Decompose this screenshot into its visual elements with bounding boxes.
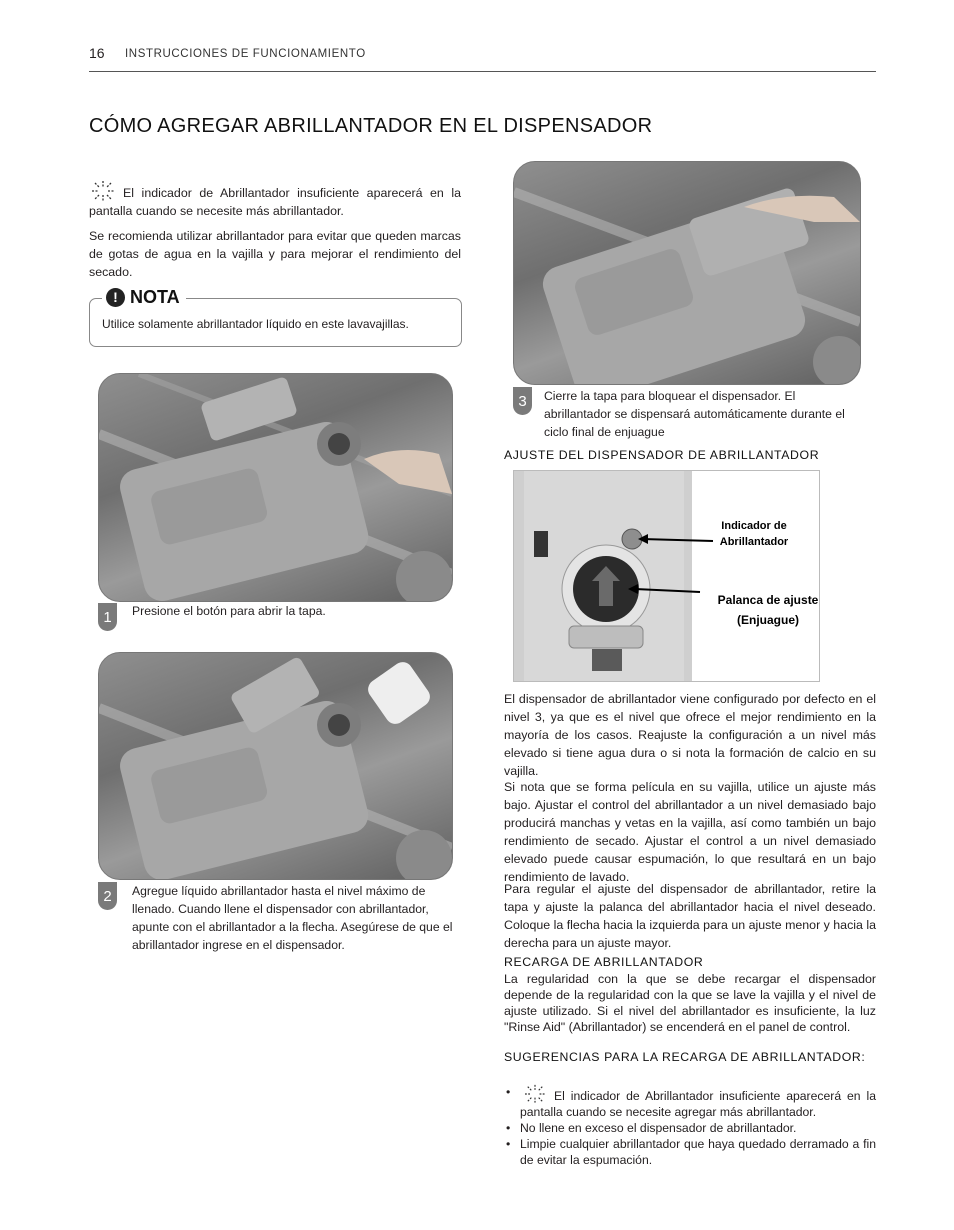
tips-item: • Limpie cualquier abrillantador que haya quedado derramado a fin de evitar la espumación. [504,1136,876,1168]
tips-item [504,1084,876,1120]
step-2-text: Agregue líquido abrillantador hasta el nivel máximo de llenado. Cuando llene el dispensador con abrillantador, apunte con el abrillantador a la flecha. Asegúrese de que el abrillantador ingrese en el dispensador. [132,884,453,952]
page-title: CÓMO AGREGAR ABRILLANTADOR EN EL DISPENSADOR [89,115,653,137]
adjust-heading: AJUSTE DEL DISPENSADOR DE ABRILLANTADOR [504,448,820,462]
step-2-number: 2 [98,882,117,910]
step-1-photo [98,373,453,602]
tips-heading: SUGERENCIAS PARA LA RECARGA DE ABRILLANTADOR: [504,1050,866,1064]
step-3-photo [513,161,861,385]
refill-heading: RECARGA DE ABRILLANTADOR [504,955,704,969]
callout-lever: Palanca de ajuste (Enjuague) [717,593,819,627]
page-number: 16 [89,45,105,61]
refill-text: La regularidad con la que se debe recargar el dispensador depende de la regularidad con la que se lave la vajilla y el nivel de ajuste utilizado. Si el nivel del abrillantador es insuficiente, la luz "Rinse Aid" (Abrillantador) se encenderá en el panel de control. [504,972,876,1034]
adjust-paragraph-2: Si nota que se forma película en su vajilla, utilice un ajuste más bajo. Ajustar el control del abrillantador a un nivel demasiado bajo producirá manchas y vetas en la vajilla, así como también un bajo rendimiento de secado. Ajustar el control a un nivel demasiado elevado puede causar espumación, lo que resultará en un bajo rendimiento de lavado. [504,780,876,884]
rinse-aid-indicator-icon [89,180,117,202]
note-text: Utilice solamente abrillantador líquido en este lavavajillas. [102,317,409,331]
header-divider [89,71,876,72]
note-label: NOTA [130,287,180,307]
warning-icon: ! [106,288,125,307]
adjust-diagram [513,470,820,682]
callout-indicator: Indicador de Abrillantador [719,520,789,548]
tips-item: • No llene en exceso el dispensador de abrillantador. [504,1120,876,1136]
step-3-text: Cierre la tapa para bloquear el dispensador. El abrillantador se dispensará automáticamente durante el ciclo final de enjuague [544,389,845,439]
note-header [102,287,186,308]
adjust-paragraph-1: El dispensador de abrillantador viene configurado por defecto en el nivel 3, ya que es el nivel que ofrece el mejor rendimiento en la mayoría de los casos. Reajuste la configuración a un nivel más elevado si tiene agua dura o si nota la formación de calcio en su vajilla. [504,692,876,778]
step-1-number: 1 [98,603,117,631]
tips-list [504,1084,876,1168]
step-2-photo [98,652,453,880]
step-3-number: 3 [513,387,532,415]
intro-indicator-paragraph [89,180,461,220]
note-box [89,287,462,347]
adjust-paragraph-3: Para regular el ajuste del dispensador de abrillantador, retire la tapa y ajuste la palanca del abrillantador hacia el nivel deseado. Coloque la flecha hacia la izquierda para un ajuste menor y hacia la derecha para un ajuste mayor. [504,882,876,950]
step-1-text: Presione el botón para abrir la tapa. [132,604,326,618]
rinse-aid-indicator-icon [520,1084,550,1104]
tips-item-text: El indicador de Abrillantador insuficiente aparecerá en la pantalla cuando se necesite agregar más abrillantador. [520,1089,876,1119]
section-title: INSTRUCCIONES DE FUNCIONAMIENTO [125,48,366,60]
intro-recommendation: Se recomienda utilizar abrillantador para evitar que queden marcas de gotas de agua en la vajilla y para mejorar el rendimiento del secado. [89,229,461,279]
intro-indicator-text: El indicador de Abrillantador insuficiente aparecerá en la pantalla cuando se necesite más abrillantador. [89,186,461,218]
